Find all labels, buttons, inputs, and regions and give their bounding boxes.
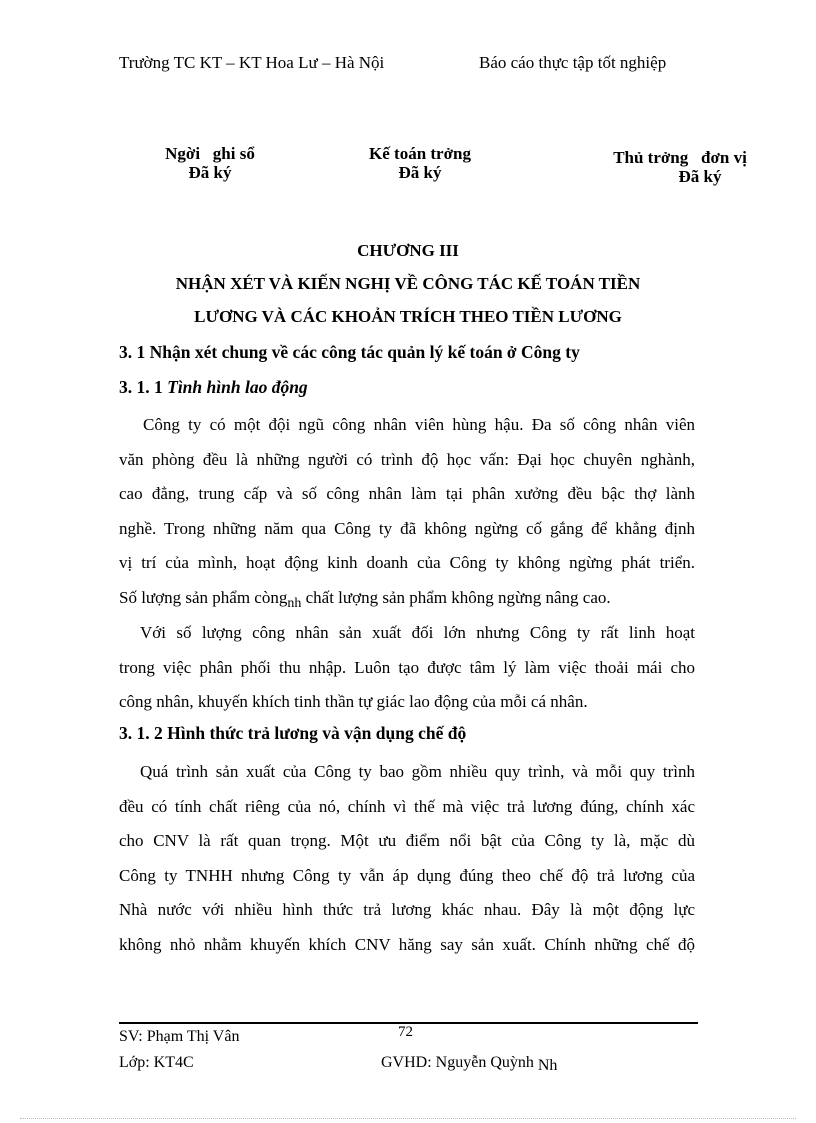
chapter-number: CHƯƠNG III (357, 241, 459, 260)
section-3-1-1-heading (119, 377, 308, 398)
paragraph-line: trong việc phân phối thu nhập. Luôn tạo được tâm lý làm việc thoải mái cho (119, 657, 695, 677)
paragraph-line: công nhân, khuyến khích tinh thần tự giác lao động của mỗi cá nhân. (119, 692, 588, 711)
section-3-1-heading: 3. 1 Nhận xét chung về các công tác quản lý kế toán ở Công ty (119, 342, 580, 362)
line-subscript: nh (287, 595, 302, 611)
paragraph-line: cao đẳng, trung cấp và số công nhân làm tại phân xưởng đều bậc thợ lành (119, 484, 695, 503)
paragraph-line: Công ty có một đội ngũ công nhân viên hùng hậu. Đa số công nhân viên (143, 415, 695, 434)
paragraph-line: Công ty TNHH nhưng Công ty vẫn áp dụng đúng theo chế độ trả lương của (119, 865, 695, 885)
signature-unit-head (600, 148, 760, 186)
advisor-name: GVHD: Nguyễn Quỳnh (381, 1054, 538, 1071)
signature-recorder (150, 144, 270, 182)
paragraph-line (119, 581, 695, 622)
chapter-title-line-1: NHẬN XÉT VÀ KIẾN NGHỊ VỀ CÔNG TÁC KẾ TOÁN TIỀN (175, 274, 641, 293)
footer-advisor (381, 1054, 557, 1075)
paragraph-line: văn phòng đều là những người có trình độ học vấn: Đại học chuyên nghành, (119, 449, 695, 469)
line-text: Số lượng sản phẩm còng (119, 587, 288, 607)
section-3-1-2-heading: 3. 1. 2 Hình thức trả lương và vận dụng chế độ (119, 723, 467, 743)
paragraph-labor-situation (119, 408, 695, 621)
paragraph-wage-forms (119, 755, 695, 962)
signature-status: Đã ký (188, 163, 232, 182)
header-school: Trường TC KT – KT Hoa Lư – Hà Nội (119, 53, 385, 72)
section-title: Tình hình lao động (167, 377, 308, 397)
signature-title: Kế toán trởng (369, 144, 471, 163)
footer-student: SV: Phạm Thị Vân (119, 1028, 240, 1045)
signature-chief-accountant (355, 144, 485, 182)
paragraph-line: đều có tính chất riêng của nó, chính vì thế mà việc trả lương đúng, chính xác (119, 796, 695, 816)
line-text: chất lượng sản phẩm không ngừng nâng cao. (301, 587, 611, 607)
signature-status: Đã ký (678, 167, 722, 186)
section-number: 3. 1. 1 (119, 377, 168, 397)
signature-status: Đã ký (398, 163, 442, 182)
signature-title: Ngời ghi sổ (165, 144, 255, 163)
header-report-title: Báo cáo thực tập tốt nghiệp (479, 53, 667, 72)
advisor-name-tail: Nh (537, 1057, 558, 1074)
paragraph-line: Nhà nước với nhiều hình thức trả lương khác nhau. Đây là một động lực (119, 900, 695, 919)
signature-title: Thủ trởng đơn vị (613, 148, 747, 167)
footer-class: Lớp: KT4C (119, 1054, 194, 1071)
paragraph-line: vị trí của mình, hoạt động kinh doanh của Công ty không ngừng phát triển. (119, 553, 695, 572)
paragraph-line: nghề. Trong những năm qua Công ty đã không ngừng cố gắng để khẳng định (119, 518, 695, 538)
page-number: 72 (398, 1024, 413, 1040)
paragraph-line: Với số lượng công nhân sản xuất đối lớn nhưng Công ty rất linh hoạt (140, 623, 695, 642)
paragraph-line: Quá trình sản xuất của Công ty bao gồm nhiều quy trình, và mỗi quy trình (140, 762, 695, 781)
paragraph-line: cho CNV là rất quan trọng. Một ưu điểm nổi bật của Công ty là, mặc dù (119, 831, 695, 850)
paragraph-line: không nhỏ nhằm khuyến khích CNV hăng say sản xuất. Chính những chế độ (119, 934, 695, 954)
chapter-title-line-2: LƯƠNG VÀ CÁC KHOẢN TRÍCH THEO TIỀN LƯƠNG (194, 307, 622, 326)
paragraph-income-distribution (119, 616, 695, 720)
page-bottom-dotted-line (20, 1118, 796, 1119)
